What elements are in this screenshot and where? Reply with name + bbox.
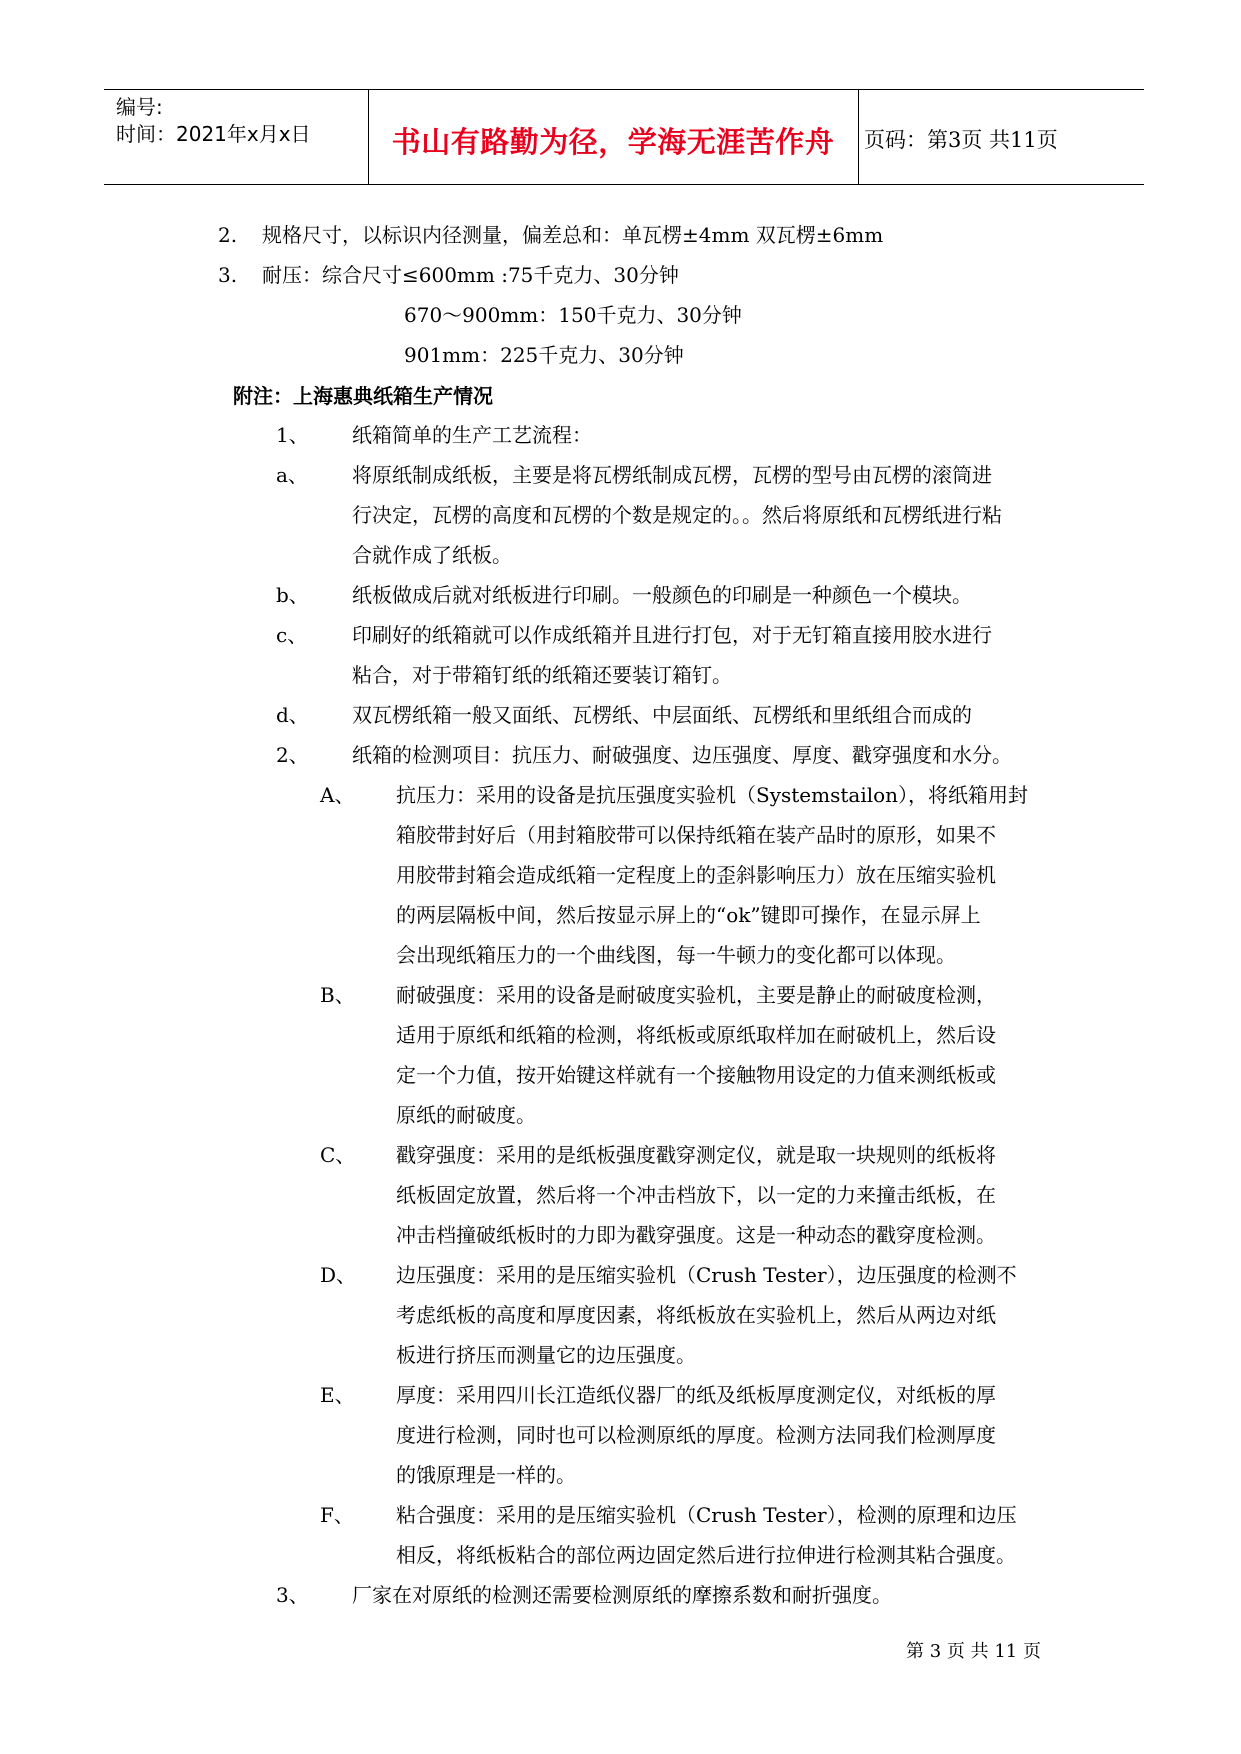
test-label: B、	[320, 983, 355, 1007]
step-text: 行决定，瓦楞的高度和瓦楞的个数是规定的。。然后将原纸和瓦楞纸进行粘	[352, 503, 1002, 527]
test-text: 会出现纸箱压力的一个曲线图，每一牛顿力的变化都可以体现。	[396, 943, 956, 967]
test-text: 抗压力：采用的设备是抗压强度实验机（Systemstailon），将纸箱用封	[396, 783, 1029, 807]
test-text: 相反，将纸板粘合的部位两边固定然后进行拉伸进行检测其粘合强度。	[396, 1543, 1016, 1567]
test-text: 边压强度：采用的是压缩实验机（Crush Tester），边压强度的检测不	[396, 1263, 1017, 1287]
page-header	[104, 89, 1144, 185]
header-motto: 书山有路勤为径，学海无涯苦作舟	[391, 125, 835, 159]
test-text: 定一个力值，按开始键这样就有一个接触物用设定的力值来测纸板或	[396, 1063, 996, 1087]
step-text: 粘合，对于带箱钉纸的纸箱还要装订箱钉。	[352, 663, 732, 687]
test-label: F、	[320, 1503, 354, 1527]
spec-continuation: 670～900mm：150千克力、30分钟	[404, 303, 742, 327]
test-text: 适用于原纸和纸箱的检测，将纸板或原纸取样加在耐破机上，然后设	[396, 1023, 996, 1047]
appendix-title: 附注：上海惠典纸箱生产情况	[233, 384, 493, 408]
section-number: 1、	[276, 423, 309, 447]
section-number: 2、	[276, 743, 309, 767]
step-text: 将原纸制成纸板，主要是将瓦楞纸制成瓦楞，瓦楞的型号由瓦楞的滚筒进	[352, 463, 992, 487]
page-footer: 第 3 页 共 11 页	[906, 1641, 1041, 1662]
step-label: c、	[276, 623, 308, 647]
section-number: 3、	[276, 1583, 309, 1607]
spec-continuation: 901mm：225千克力、30分钟	[404, 343, 684, 367]
test-text: 板进行挤压而测量它的边压强度。	[396, 1343, 696, 1367]
spec-number: 3.	[218, 263, 238, 287]
test-text: 原纸的耐破度。	[396, 1103, 536, 1127]
section-heading: 纸箱的检测项目：抗压力、耐破强度、边压强度、厚度、戳穿强度和水分。	[352, 743, 1012, 767]
time-label: 时间：2021年x月x日	[116, 122, 311, 146]
step-label: b、	[276, 583, 309, 607]
spec-line: 规格尺寸，以标识内径测量，偏差总和：单瓦楞±4mm 双瓦楞±6mm	[262, 223, 884, 247]
test-text: 耐破强度：采用的设备是耐破度实验机，主要是静止的耐破度检测，	[396, 983, 996, 1007]
header-meta	[116, 94, 366, 148]
header-page-label: 页码：第3页 共11页	[864, 128, 1058, 152]
test-text: 考虑纸板的高度和厚度因素，将纸板放在实验机上，然后从两边对纸	[396, 1303, 996, 1327]
test-label: C、	[320, 1143, 356, 1167]
step-text: 双瓦楞纸箱一般又面纸、瓦楞纸、中层面纸、瓦楞纸和里纸组合而成的	[352, 703, 972, 727]
step-label: a、	[276, 463, 308, 487]
test-label: A、	[320, 783, 355, 807]
test-text: 厚度：采用四川长江造纸仪器厂的纸及纸板厚度测定仪，对纸板的厚	[396, 1383, 996, 1407]
test-text: 用胶带封箱会造成纸箱一定程度上的歪斜影响压力）放在压缩实验机	[396, 863, 996, 887]
test-text: 粘合强度：采用的是压缩实验机（Crush Tester），检测的原理和边压	[396, 1503, 1017, 1527]
section-heading: 厂家在对原纸的检测还需要检测原纸的摩擦系数和耐折强度。	[352, 1583, 892, 1607]
spec-line: 耐压：综合尺寸≤600mm :75千克力、30分钟	[262, 263, 679, 287]
serial-label: 编号:	[116, 95, 163, 119]
step-text: 纸板做成后就对纸板进行印刷。一般颜色的印刷是一种颜色一个模块。	[352, 583, 972, 607]
header-divider	[858, 90, 859, 184]
step-text: 印刷好的纸箱就可以作成纸箱并且进行打包，对于无钉箱直接用胶水进行	[352, 623, 992, 647]
test-text: 的饿原理是一样的。	[396, 1463, 576, 1487]
test-label: D、	[320, 1263, 357, 1287]
test-text: 度进行检测，同时也可以检测原纸的厚度。检测方法同我们检测厚度	[396, 1423, 996, 1447]
test-text: 箱胶带封好后（用封箱胶带可以保持纸箱在装产品时的原形，如果不	[396, 823, 996, 847]
spec-number: 2.	[218, 223, 238, 247]
test-text: 冲击档撞破纸板时的力即为戳穿强度。这是一种动态的戳穿度检测。	[396, 1223, 996, 1247]
test-text: 纸板固定放置，然后将一个冲击档放下，以一定的力来撞击纸板，在	[396, 1183, 996, 1207]
section-heading: 纸箱简单的生产工艺流程：	[352, 423, 592, 447]
test-label: E、	[320, 1383, 355, 1407]
step-label: d、	[276, 703, 309, 727]
step-text: 合就作成了纸板。	[352, 543, 512, 567]
test-text: 戳穿强度：采用的是纸板强度戳穿测定仪，就是取一块规则的纸板将	[396, 1143, 996, 1167]
test-text: 的两层隔板中间，然后按显示屏上的“ok”键即可操作，在显示屏上	[396, 903, 981, 927]
